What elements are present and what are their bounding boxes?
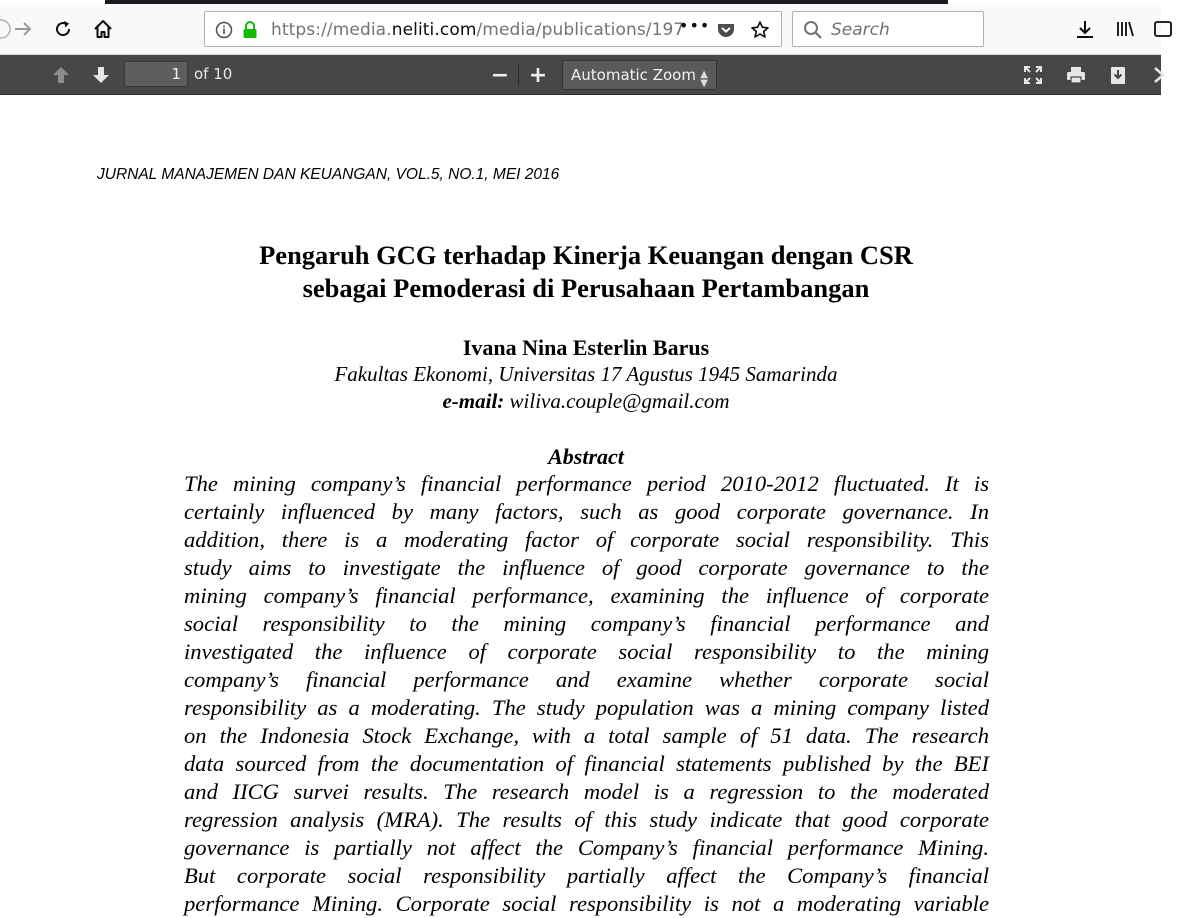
home-button[interactable]	[86, 12, 120, 46]
info-icon[interactable]	[215, 21, 233, 39]
abstract-line: on the Indonesia Stock Exchange, with a total sample of 51 data. The research	[184, 723, 989, 748]
print-icon	[1065, 64, 1087, 86]
sidebar-button[interactable]	[1146, 12, 1180, 46]
select-arrow-down-icon: ▼	[700, 78, 708, 89]
next-page-button[interactable]	[86, 61, 116, 89]
search-placeholder: Search	[831, 20, 890, 40]
abstract-line: performance Mining. Corporate social responsibility is not a moderating variable	[184, 891, 989, 916]
library-icon	[1114, 18, 1136, 40]
email-address: wiliva.couple@gmail.com	[509, 389, 730, 413]
abstract-line: data sourced from the documentation of financial statements published by the BEI	[184, 751, 989, 776]
abstract-line: governance is partially not affect the Company’s financial performance Mining.	[184, 835, 989, 860]
author-name: Ivana Nina Esterlin Barus	[462, 335, 710, 360]
page-number-input[interactable]: 1	[124, 61, 188, 87]
browser-navbar	[0, 4, 1161, 55]
abstract-line: The mining company’s financial performance period 2010-2012 fluctuated. It is	[184, 471, 989, 496]
save-download-icon	[1107, 64, 1129, 86]
abstract-line: responsibility as a moderating. The study population was a mining company listed	[184, 695, 989, 720]
lock-icon[interactable]	[241, 20, 259, 40]
arrow-up-icon	[50, 64, 72, 86]
fullscreen-icon	[1022, 64, 1044, 86]
tools-button[interactable]	[1146, 61, 1176, 89]
page-actions-button[interactable]: •••	[679, 16, 711, 35]
home-icon	[92, 18, 114, 40]
forward-arrow-icon	[12, 18, 34, 40]
pdf-page	[0, 96, 1161, 916]
search-icon	[803, 20, 823, 40]
title-line: sebagai Pemoderasi di Perusahaan Pertambangan	[302, 273, 870, 303]
zoom-in-button[interactable]: +	[528, 62, 548, 88]
abstract-line: regression analysis (MRA). The results of this study indicate that good corporate	[184, 807, 989, 832]
page-count: of 10	[194, 65, 233, 83]
pdf-toolbar	[0, 55, 1161, 95]
title-line: Pengaruh GCG terhadap Kinerja Keuangan dengan CSR	[259, 240, 913, 270]
arrow-down-icon	[90, 64, 112, 86]
library-button[interactable]	[1108, 12, 1142, 46]
select-arrows-icon: ▲	[700, 69, 708, 80]
abstract-line: study aims to investigate the influence of good corporate governance to the	[184, 555, 989, 580]
download-icon	[1074, 18, 1096, 40]
abstract-line: certainly influenced by many factors, such as good corporate governance. In	[184, 499, 989, 524]
abstract-line: social responsibility to the mining company’s financial performance and	[184, 611, 989, 636]
url-text[interactable]: https://media.neliti.com/media/publications/197	[271, 20, 685, 40]
journal-header: JURNAL MANAJEMEN DAN KEUANGAN, VOL.5, NO.1, MEI 2016	[97, 166, 560, 183]
toolbar-divider	[518, 64, 519, 86]
paper-title	[0, 239, 1172, 305]
abstract-line: company’s financial performance and examine whether corporate social	[184, 667, 989, 692]
zoom-select-value: Automatic Zoom	[571, 66, 696, 84]
url-bar[interactable]	[204, 11, 782, 47]
abstract-line: mining company’s financial performance, examining the influence of corporate	[184, 583, 989, 608]
author-email	[0, 389, 1172, 414]
abstract-line: and IICG survei results. The research model is a regression to the moderated	[184, 779, 989, 804]
author-affiliation: Fakultas Ekonomi, Universitas 17 Agustus 1945 Samarinda	[334, 362, 838, 386]
zoom-out-button[interactable]: −	[490, 62, 510, 88]
chevron-right-icon	[1150, 64, 1172, 86]
abstract-line: addition, there is a moderating factor of corporate social responsibility. This	[184, 527, 989, 552]
email-label: e-mail:	[442, 389, 505, 413]
downloads-button[interactable]	[1068, 12, 1102, 46]
sidebar-icon	[1152, 18, 1174, 40]
pocket-icon[interactable]	[716, 20, 736, 40]
abstract-heading: Abstract	[548, 444, 624, 469]
presentation-mode-button[interactable]	[1018, 61, 1048, 89]
reload-icon	[52, 18, 74, 40]
abstract-line: But corporate social responsibility partially affect the Company’s financial	[184, 863, 989, 888]
bookmark-star-icon[interactable]	[750, 20, 770, 40]
previous-page-button[interactable]	[46, 61, 76, 89]
abstract-body	[184, 470, 989, 918]
print-button[interactable]	[1061, 61, 1091, 89]
reload-button[interactable]	[46, 12, 80, 46]
abstract-line: investigated the influence of corporate social responsibility to the mining	[184, 639, 989, 664]
search-bar[interactable]	[792, 11, 984, 47]
forward-button[interactable]	[6, 12, 40, 46]
zoom-select[interactable]	[562, 60, 717, 90]
save-button[interactable]	[1103, 61, 1133, 89]
